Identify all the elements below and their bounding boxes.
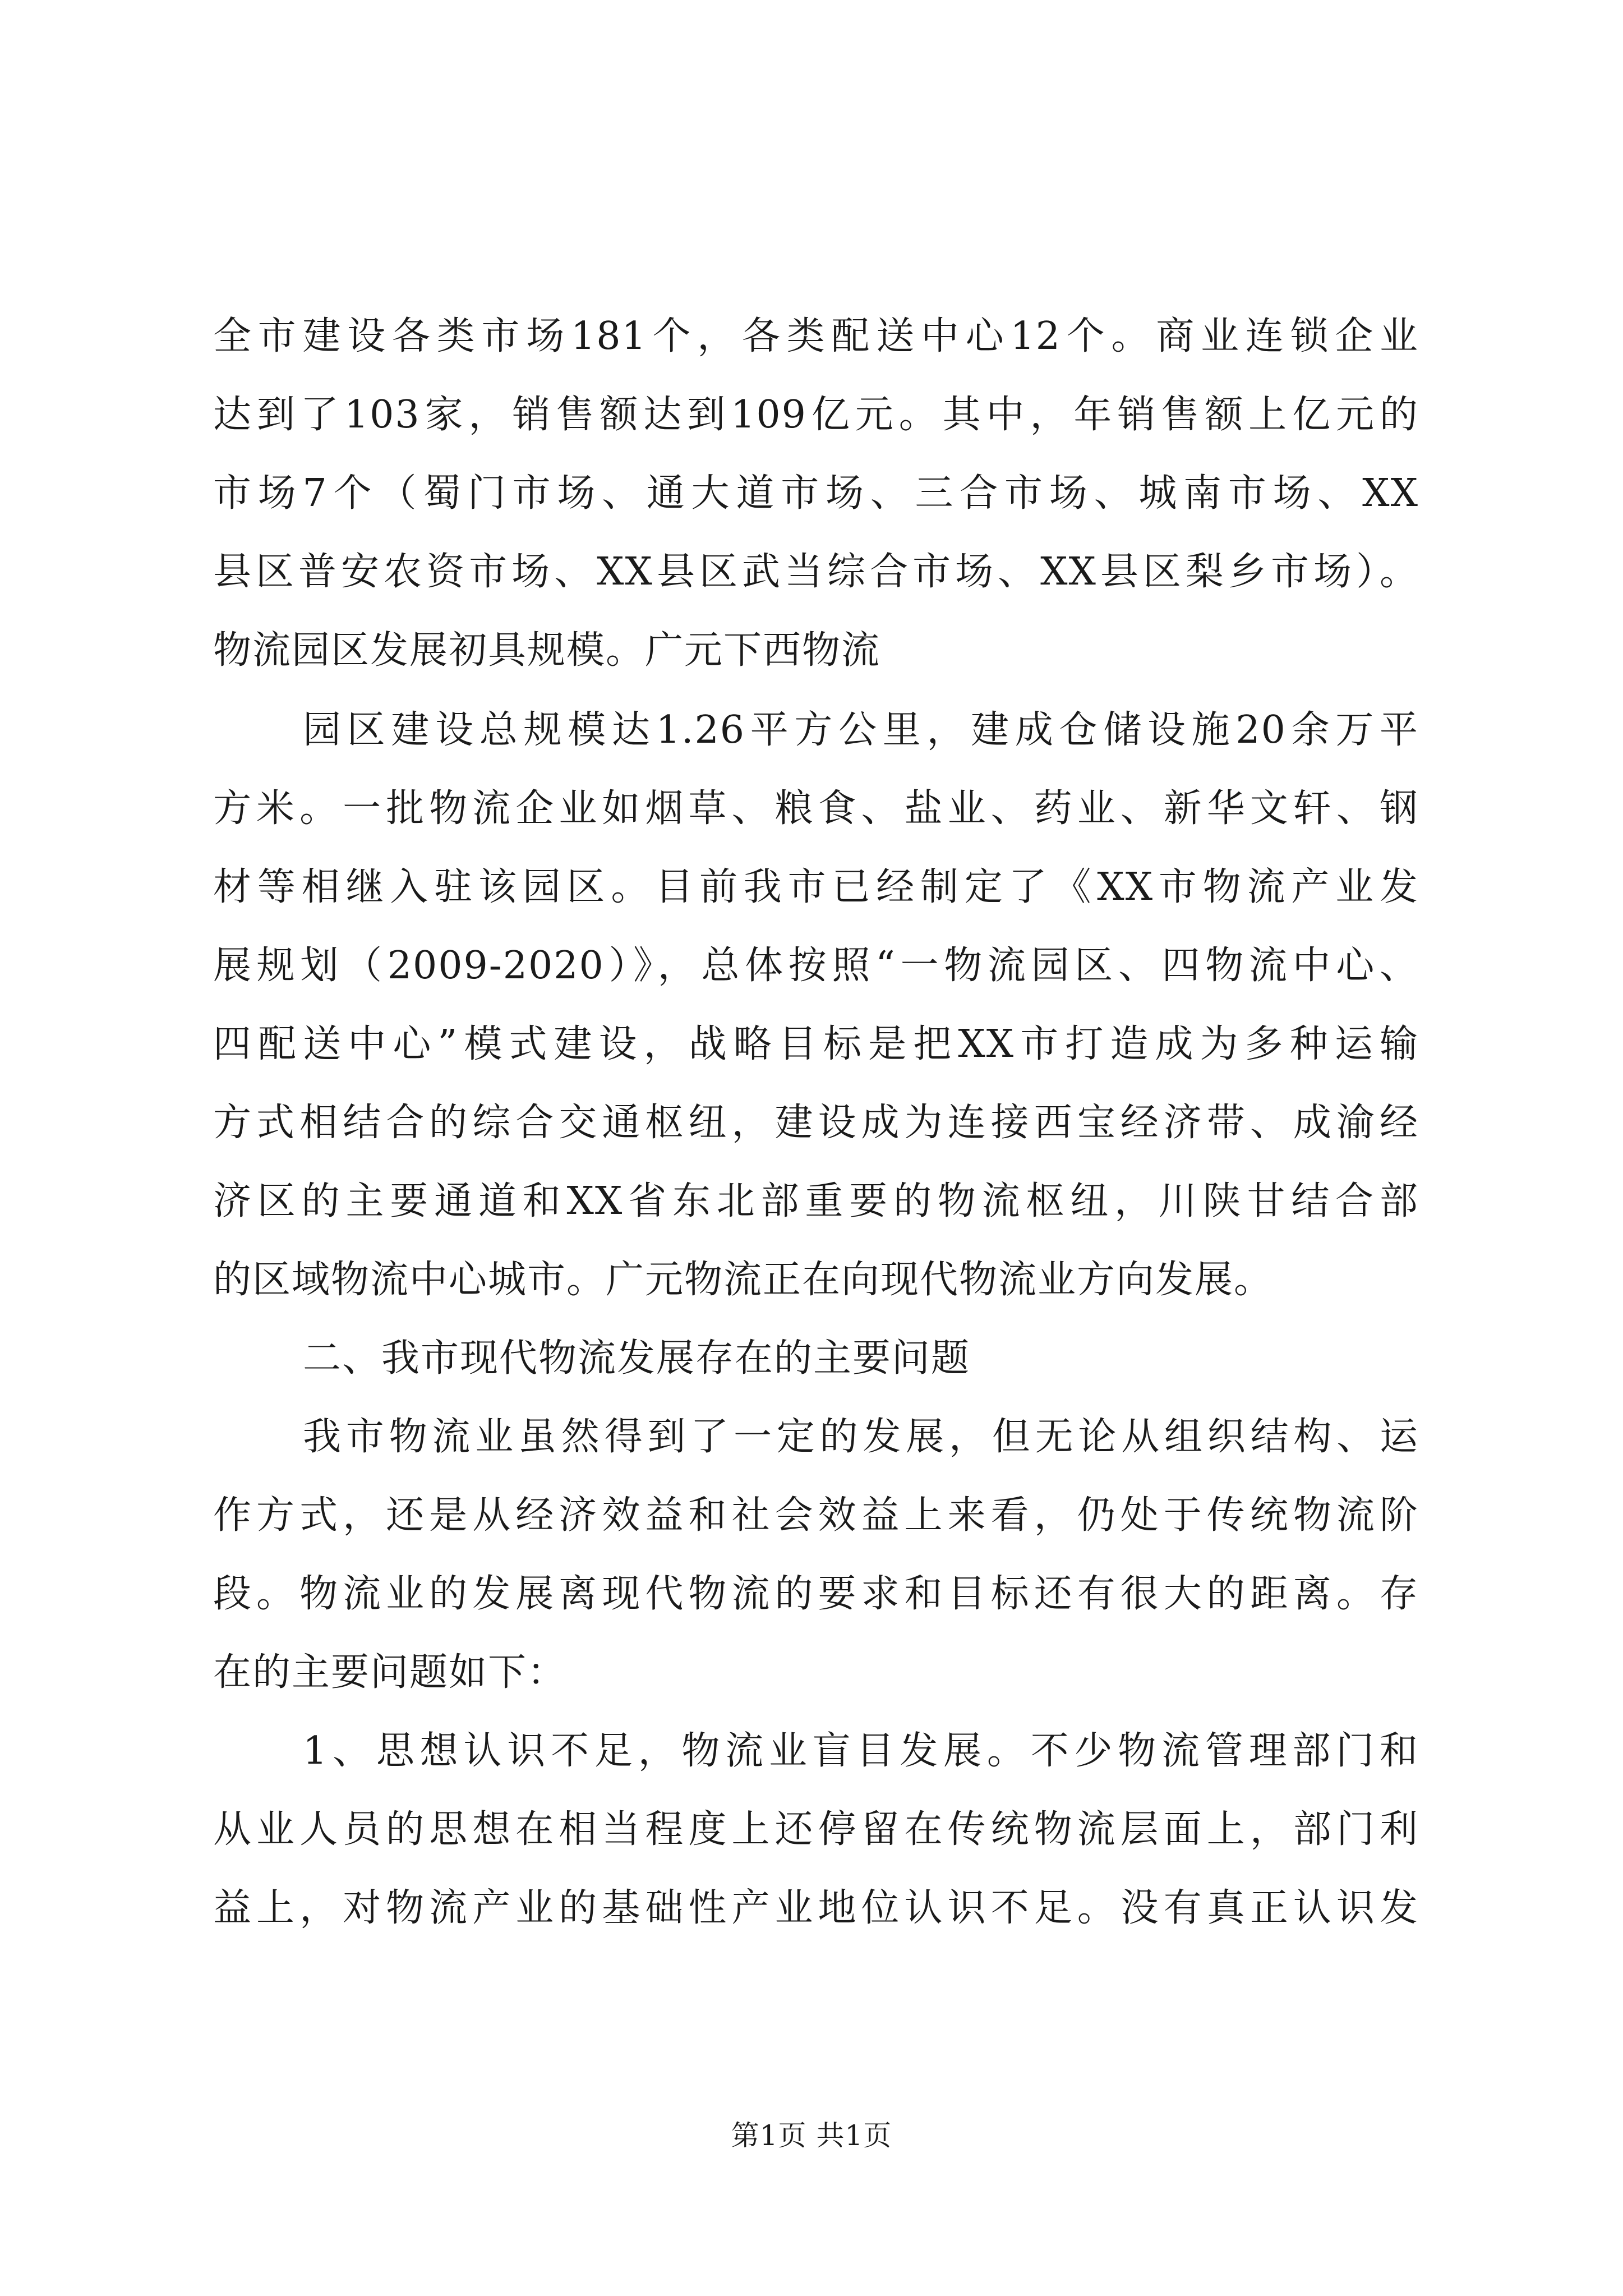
paragraph-3-line-2: 作方式，还是从经济效益和社会效益上来看，仍处于传统物流阶 <box>213 1493 1419 1538</box>
paragraph-2-line-2: 方米。一批物流企业如烟草、粮食、盐业、药业、新华文轩、钢 <box>213 786 1419 831</box>
paragraph-2-line-7: 济区的主要通道和XX省东北部重要的物流枢纽，川陕甘结合部 <box>213 1179 1419 1223</box>
paragraph-2-line-3: 材等相继入驻该园区。目前我市已经制定了《XX市物流产业发 <box>213 865 1419 909</box>
section-heading: 二、我市现代物流发展存在的主要问题 <box>303 1336 971 1381</box>
paragraph-3-line-1: 我市物流业虽然得到了一定的发展，但无论从组织结构、运 <box>303 1415 1419 1459</box>
paragraph-2-line-6: 方式相结合的综合交通枢纽，建设成为连接西宝经济带、成渝经 <box>213 1101 1419 1145</box>
paragraph-4-line-3: 益上，对物流产业的基础性产业地位认识不足。没有真正认识发 <box>213 1886 1419 1930</box>
body-line-3: 市场7个（蜀门市场、通大道市场、三合市场、城南市场、XX <box>213 471 1419 516</box>
paragraph-2-line-4: 展规划（2009-2020）》，总体按照“一物流园区、四物流中心、 <box>213 944 1419 988</box>
paragraph-2-line-5: 四配送中心”模式建设，战略目标是把XX市打造成为多种运输 <box>213 1022 1419 1066</box>
paragraph-2-line-8: 的区域物流中心城市。广元物流正在向现代物流业方向发展。 <box>213 1258 1274 1302</box>
page-footer: 第1页 共1页 <box>731 2119 892 2152</box>
paragraph-4-line-1: 1、思想认识不足，物流业盲目发展。不少物流管理部门和 <box>303 1729 1419 1773</box>
body-line-2: 达到了103家，销售额达到109亿元。其中，年销售额上亿元的 <box>213 393 1419 437</box>
paragraph-4-line-2: 从业人员的思想在相当程度上还停留在传统物流层面上，部门利 <box>213 1807 1419 1852</box>
paragraph-3-line-3: 段。物流业的发展离现代物流的要求和目标还有很大的距离。存 <box>213 1572 1419 1616</box>
paragraph-2-line-1: 园区建设总规模达1.26平方公里，建成仓储设施20余万平 <box>303 708 1419 752</box>
body-line-5: 物流园区发展初具规模。广元下西物流 <box>213 628 881 673</box>
body-line-4: 县区普安农资市场、XX县区武当综合市场、XX县区梨乡市场）。 <box>213 550 1419 594</box>
paragraph-3-line-4: 在的主要问题如下： <box>213 1650 567 1695</box>
body-line-1: 全市建设各类市场181个，各类配送中心12个。商业连锁企业 <box>213 314 1419 358</box>
